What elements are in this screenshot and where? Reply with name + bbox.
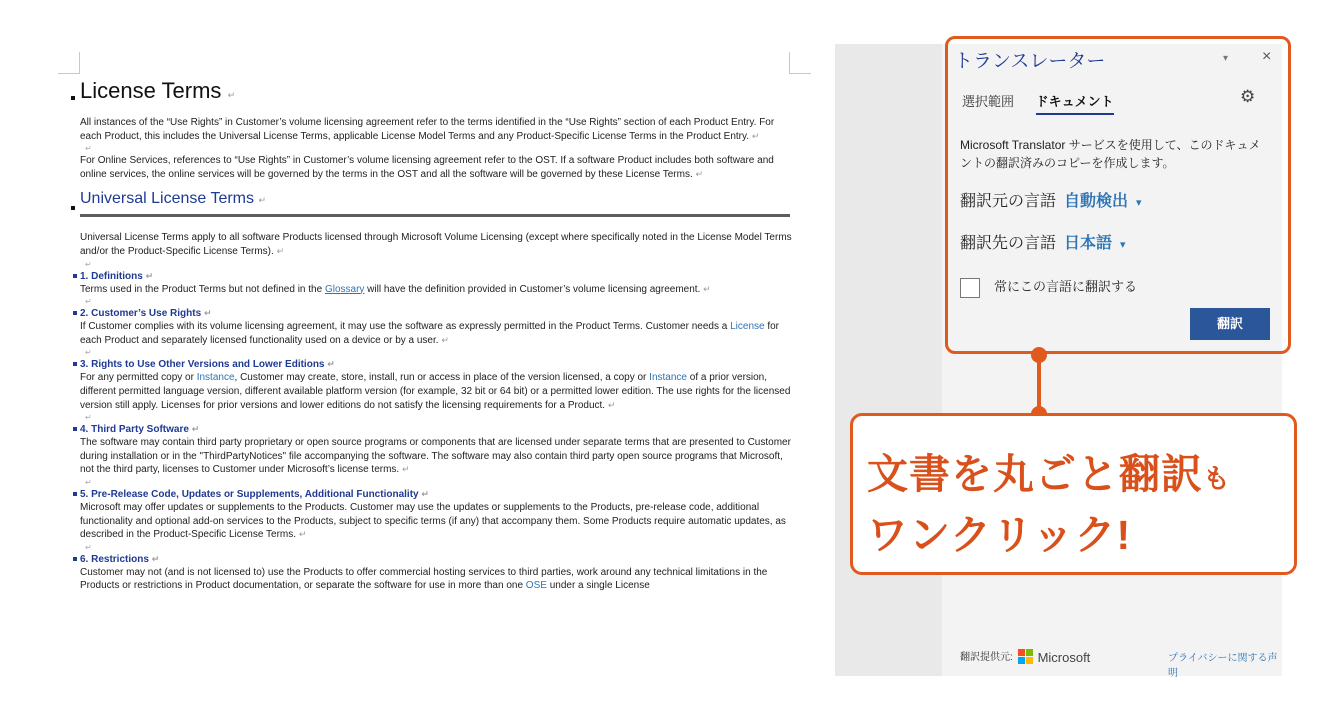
empty-paragraph: ↵ <box>85 477 92 487</box>
highlight-frame <box>945 36 1291 354</box>
section-3-body: For any permitted copy or Instance, Customer may create, store, install, run or access in place of the version licensed, a copy or Instance of a prior version, different permitted language version, different available platform version (for example, 32 bit or 64 bit) or a permitted lower edition. The use rights for the licensed version still apply. Licenses for prior versions and lower editions do not satisfy the licensing requirements for a Product. ↵ <box>80 372 791 411</box>
section-4-title: 4. Third Party Software ↵ <box>80 423 792 436</box>
callout-line-1: 文書を丸ごと翻訳も <box>867 451 1231 497</box>
provider-label: 翻訳提供元: <box>960 652 1013 663</box>
privacy-statement-link[interactable]: プライバシーに関する声明 <box>1168 653 1278 679</box>
section-5-body: Microsoft may offer updates or supplements to the Products. Customer may use the updates or supplements to the Products, pre-release code, additional functionality and optional add-on services to the Products, subject to specific terms (if any) that accompany them. Some Products require automatic updates, as described in the Product-Specific License Terms. ↵ <box>80 501 786 541</box>
callout-line-2: ワンクリック! <box>867 512 1132 558</box>
glossary-link[interactable]: Glossary <box>324 283 365 295</box>
section-intro: Universal License Terms apply to all software Products licensed through Microsoft Volume Licensing (except where specifically noted in the License Model Terms and/or the Product-Specific License Terms). ↵ <box>80 232 792 257</box>
instance-link[interactable]: Instance <box>196 372 235 384</box>
crop-mark-top-right <box>789 52 811 74</box>
empty-paragraph: ↵ <box>85 413 92 423</box>
callout-box <box>850 413 1297 575</box>
target-language-label: 翻訳先の言語 <box>960 235 1057 252</box>
close-icon[interactable]: × <box>1262 48 1272 65</box>
ose-link[interactable]: OSE <box>525 580 547 592</box>
document-title: License Terms ↵ <box>80 78 792 104</box>
description-text: Microsoft Translator サービスを使用して、このドキュメントの翻訳済みのコピーを作成します。 <box>960 138 1261 170</box>
intro-paragraph-2: For Online Services, references to “Use Rights” in Customer’s volume licensing agreement refer to the OST. If a software Product includes both software and online services, the online services will be governed by the terms in the OST and all the software will be governed by these License Terms. ↵ <box>80 155 774 180</box>
translate-button[interactable]: 翻訳 <box>1190 308 1270 340</box>
section-1-body: Terms used in the Product Terms but not defined in the Glossary will have the definition provided in Customer’s volume licensing agreement. ↵ <box>80 283 711 295</box>
empty-paragraph: ↵ <box>85 144 92 154</box>
tab-selection[interactable]: 選択範囲 <box>962 94 1015 109</box>
source-language-label: 翻訳元の言語 <box>960 193 1057 210</box>
section-2-title: 2. Customer’s Use Rights ↵ <box>80 307 792 320</box>
callout-text <box>867 446 1231 563</box>
pane-title: トランスレーター <box>954 51 1106 72</box>
document-body[interactable] <box>80 76 792 593</box>
section-6-title: 6. Restrictions ↵ <box>80 553 792 566</box>
chevron-down-icon[interactable]: ▾ <box>1136 197 1142 209</box>
section-6-body: Customer may not (and is not licensed to) use the Products to offer commercial hosting services to third parties, work around any technical limitations in the Products or restrictions in Product documentation, or separate the software for use in more than one OSE under a single License <box>80 566 768 592</box>
section-4-body: The software may contain third party proprietary or open source programs or components that are licensed under separate terms that are presented to Customer during installation or in the "ThirdPartyNotices" file accompanying the software. The software may also contain third party open source programs that Microsoft, not the third party, licenses to Customer under Microsoft’s license terms. ↵ <box>80 437 791 476</box>
pane-options-dropdown-icon[interactable]: ▾ <box>1223 53 1229 64</box>
intro-paragraph-1: All instances of the “Use Rights” in Customer’s volume licensing agreement refer to the terms identified in the “Use Rights” section of each Product Entry. For each Product, this includes the Universal License Terms, applicable License Model Terms and any Product-Specific License Terms in the Product Entry. ↵ <box>80 117 775 142</box>
empty-paragraph: ↵ <box>85 297 92 307</box>
connector-dot-top <box>1031 347 1047 363</box>
always-translate-label: 常にこの言語に翻訳する <box>994 279 1138 294</box>
section-3-title: 3. Rights to Use Other Versions and Lower Editions ↵ <box>80 358 792 371</box>
instance-link[interactable]: Instance <box>649 372 687 384</box>
empty-paragraph: ↵ <box>85 259 92 269</box>
section-2-body: If Customer complies with its volume licensing agreement, it may use the software as expressly permitted in the Product Terms. Customer needs a License for each Product and separately licensed functionality used on a device or by a user. ↵ <box>80 321 780 346</box>
tab-document[interactable]: ドキュメント <box>1036 91 1114 115</box>
heading-rule <box>80 214 790 217</box>
pane-gutter <box>835 44 942 676</box>
section-heading: Universal License Terms ↵ <box>80 190 792 214</box>
source-language-select[interactable]: 自動検出 <box>1064 193 1129 210</box>
section-1-title: 1. Definitions ↵ <box>80 270 792 283</box>
crop-mark-top-left <box>58 52 80 74</box>
provider-name: Microsoft <box>1037 649 1091 665</box>
provider-credit <box>960 648 1090 665</box>
license-link[interactable]: License <box>730 321 765 333</box>
section-5-title: 5. Pre-Release Code, Updates or Supplements, Additional Functionality ↵ <box>80 488 792 501</box>
empty-paragraph: ↵ <box>85 542 92 552</box>
gear-icon[interactable]: ⚙ <box>1240 87 1256 106</box>
microsoft-logo-icon <box>1018 649 1034 665</box>
chevron-down-icon[interactable]: ▾ <box>1120 239 1126 251</box>
empty-paragraph: ↵ <box>85 348 92 358</box>
target-language-select[interactable]: 日本語 <box>1064 235 1113 252</box>
